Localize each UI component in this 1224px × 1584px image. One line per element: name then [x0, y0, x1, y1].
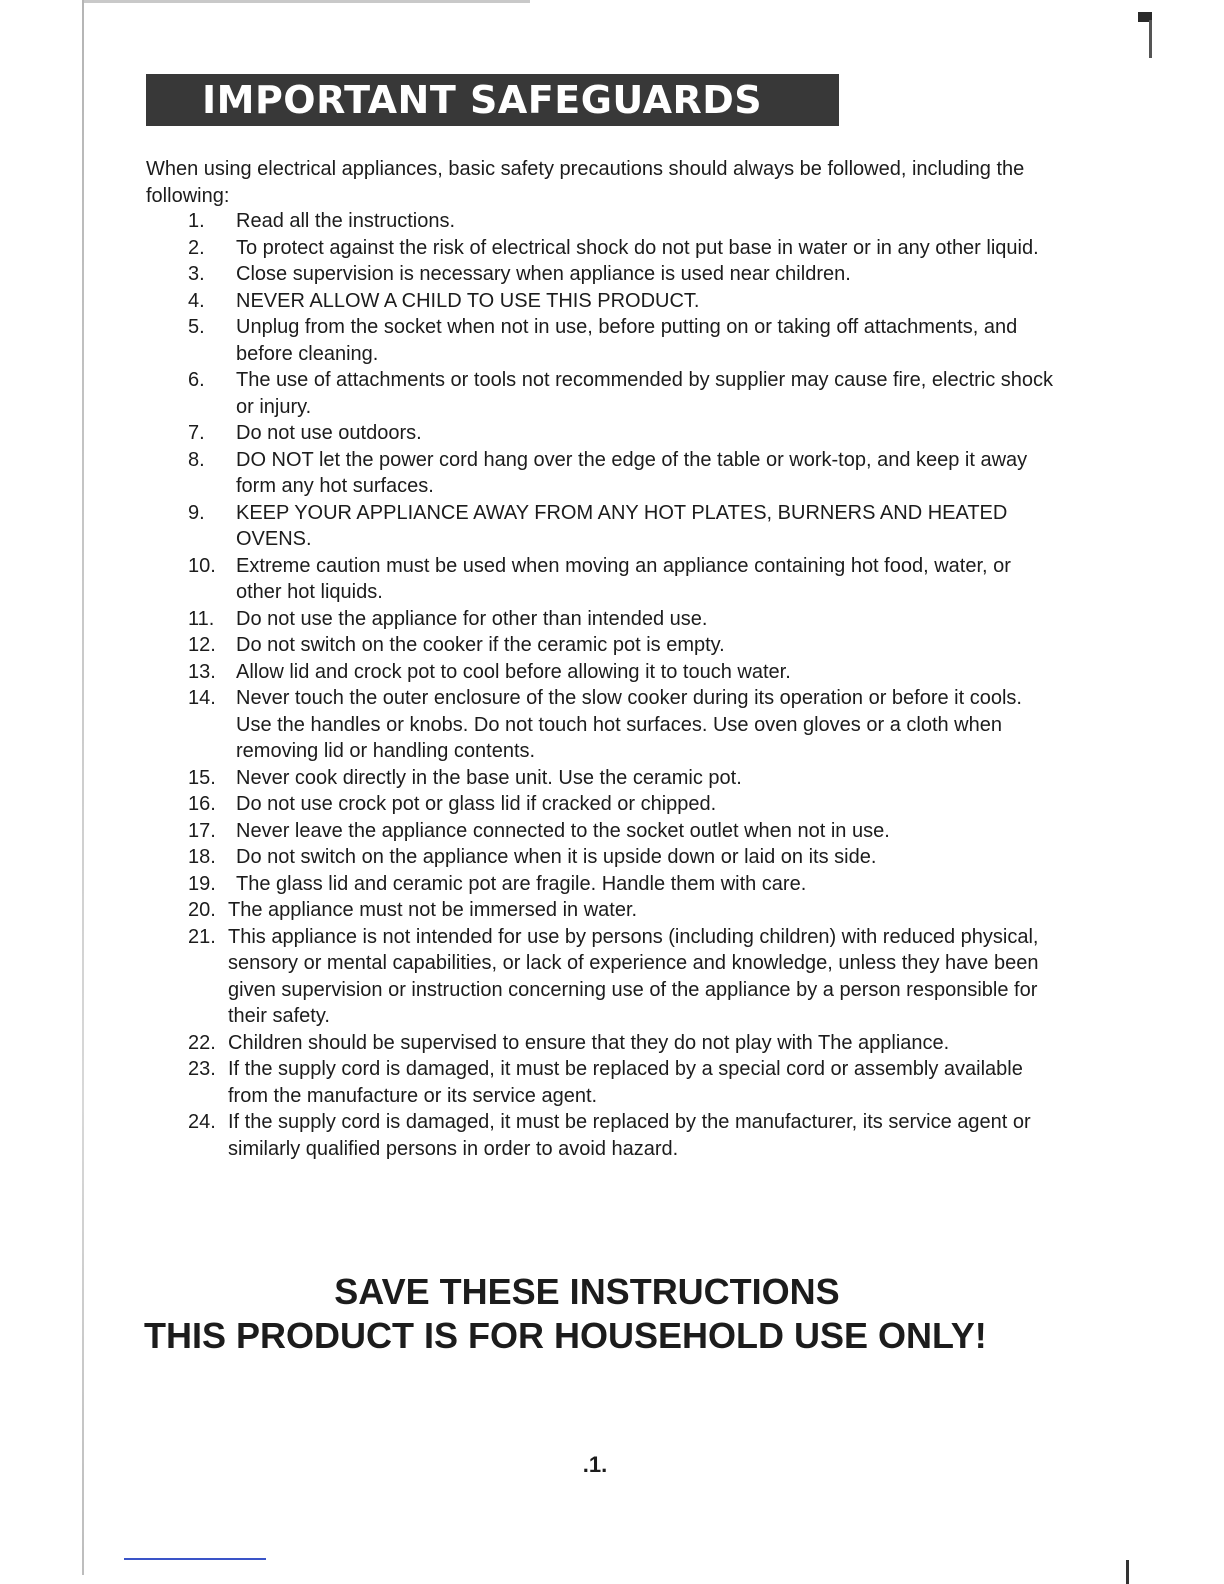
item-number: 17. — [188, 819, 216, 842]
item-text: Do not switch on the cooker if the ceramic pot is empty. — [236, 634, 725, 656]
item-number: 4. — [188, 289, 205, 312]
item-number: 24. — [188, 1111, 216, 1133]
item-number: 21. — [188, 925, 216, 948]
item-number: 10. — [188, 554, 216, 577]
item-text: Never cook directly in the base unit. Use the ceramic pot. — [236, 766, 742, 789]
item-text: If the supply cord is damaged, it must be replaced by a special cord or assembly available from the manufacture or its service agent. — [228, 1058, 1023, 1107]
scan-mark-bottom-left — [124, 1558, 266, 1560]
item-text: To protect against the risk of electrical shock do not put base in water or in any other liquid. — [236, 236, 1039, 259]
item-number: 11. — [188, 607, 215, 630]
list-item — [188, 632, 1058, 659]
list-item — [188, 791, 1058, 818]
safeguards-list — [188, 208, 1058, 1162]
item-text: Do not switch on the appliance when it is upside down or laid on its side. — [236, 846, 877, 868]
list-item — [188, 924, 1058, 1030]
list-item — [188, 420, 1058, 447]
list-item — [188, 844, 1058, 871]
item-text: The glass lid and ceramic pot are fragile. Handle them with care. — [236, 872, 807, 895]
item-text: Never touch the outer enclosure of the slow cooker during its operation or before it cools. Use the handles or knobs. Do not touch hot surfaces. Use oven gloves or a cloth when removing lid or handling contents. — [236, 687, 1022, 762]
list-item — [188, 235, 1058, 262]
item-text: The use of attachments or tools not recommended by supplier may cause fire, electric shock or injury. — [236, 369, 1054, 418]
item-number: 2. — [188, 236, 205, 259]
list-item — [188, 765, 1058, 792]
list-item — [188, 871, 1058, 898]
item-text: Close supervision is necessary when appliance is used near children. — [236, 263, 851, 285]
item-text: KEEP YOUR APPLIANCE AWAY FROM ANY HOT PLATES, BURNERS AND HEATED OVENS. — [236, 501, 1008, 550]
list-item — [188, 1056, 1058, 1109]
save-instructions-heading: SAVE THESE INSTRUCTIONS — [334, 1271, 840, 1312]
list-item — [188, 208, 1058, 235]
item-number: 18. — [188, 846, 216, 868]
item-number: 19. — [188, 872, 216, 895]
item-text: Never leave the appliance connected to the socket outlet when not in use. — [236, 819, 890, 842]
scan-edge-right — [1149, 20, 1152, 58]
item-number: 12. — [188, 634, 216, 656]
item-text: NEVER ALLOW A CHILD TO USE THIS PRODUCT. — [236, 289, 700, 312]
intro-paragraph: When using electrical appliances, basic safety precautions should always be followed, including the following: — [146, 158, 1025, 207]
item-number: 13. — [188, 660, 216, 683]
scan-mark-bottom-right — [1126, 1560, 1129, 1584]
item-number: 6. — [188, 369, 205, 391]
item-number: 1. — [188, 210, 205, 232]
item-text: Do not use outdoors. — [236, 422, 422, 444]
list-item — [188, 288, 1058, 315]
item-number: 7. — [188, 422, 205, 444]
item-text: If the supply cord is damaged, it must be replaced by the manufacturer, its service agent or similarly qualified persons in order to avoid hazard. — [228, 1111, 1031, 1160]
list-item — [188, 1030, 1058, 1057]
list-item — [188, 1109, 1058, 1162]
item-text: Allow lid and crock pot to cool before allowing it to touch water. — [236, 660, 791, 683]
item-text: DO NOT let the power cord hang over the edge of the table or work-top, and keep it away form any hot surfaces. — [236, 448, 1028, 497]
item-text: Extreme caution must be used when moving an appliance containing hot food, water, or other hot liquids. — [236, 554, 1011, 603]
item-text: Children should be supervised to ensure that they do not play with The appliance. — [228, 1031, 950, 1054]
item-number: 8. — [188, 448, 205, 471]
title-banner: IMPORTANT SAFEGUARDS — [146, 74, 839, 126]
scan-edge-top — [84, 0, 530, 3]
item-number: 15. — [188, 766, 216, 789]
scan-edge-left — [82, 0, 84, 1575]
list-item — [188, 818, 1058, 845]
item-number: 16. — [188, 793, 216, 815]
item-text: Do not use the appliance for other than intended use. — [236, 607, 708, 630]
item-text: Read all the instructions. — [236, 210, 456, 232]
list-item — [188, 606, 1058, 633]
list-item — [188, 659, 1058, 686]
item-text: This appliance is not intended for use by persons (including children) with reduced physical, sensory or mental capabilities, or lack of experience and knowledge, unless they have been given supervision or instruction concerning use of the appliance by a person responsible for their safety. — [228, 925, 1039, 1027]
list-item — [188, 447, 1058, 500]
item-text: The appliance must not be immersed in water. — [228, 899, 638, 921]
list-item — [188, 897, 1058, 924]
item-text: Do not use crock pot or glass lid if cracked or chipped. — [236, 793, 717, 815]
list-item — [188, 500, 1058, 553]
list-item — [188, 367, 1058, 420]
item-number: 5. — [188, 316, 205, 338]
list-item — [188, 685, 1058, 765]
item-number: 23. — [188, 1058, 216, 1080]
item-number: 20. — [188, 899, 216, 921]
item-number: 22. — [188, 1031, 216, 1054]
list-item — [188, 314, 1058, 367]
page-number: .1. — [582, 1452, 608, 1477]
household-use-notice: THIS PRODUCT IS FOR HOUSEHOLD USE ONLY! — [144, 1315, 987, 1356]
item-text: Unplug from the socket when not in use, before putting on or taking off attachments, and before cleaning. — [236, 316, 1018, 365]
item-number: 9. — [188, 501, 205, 524]
item-number: 3. — [188, 263, 205, 285]
list-item — [188, 261, 1058, 288]
list-item — [188, 553, 1058, 606]
item-number: 14. — [188, 687, 216, 709]
